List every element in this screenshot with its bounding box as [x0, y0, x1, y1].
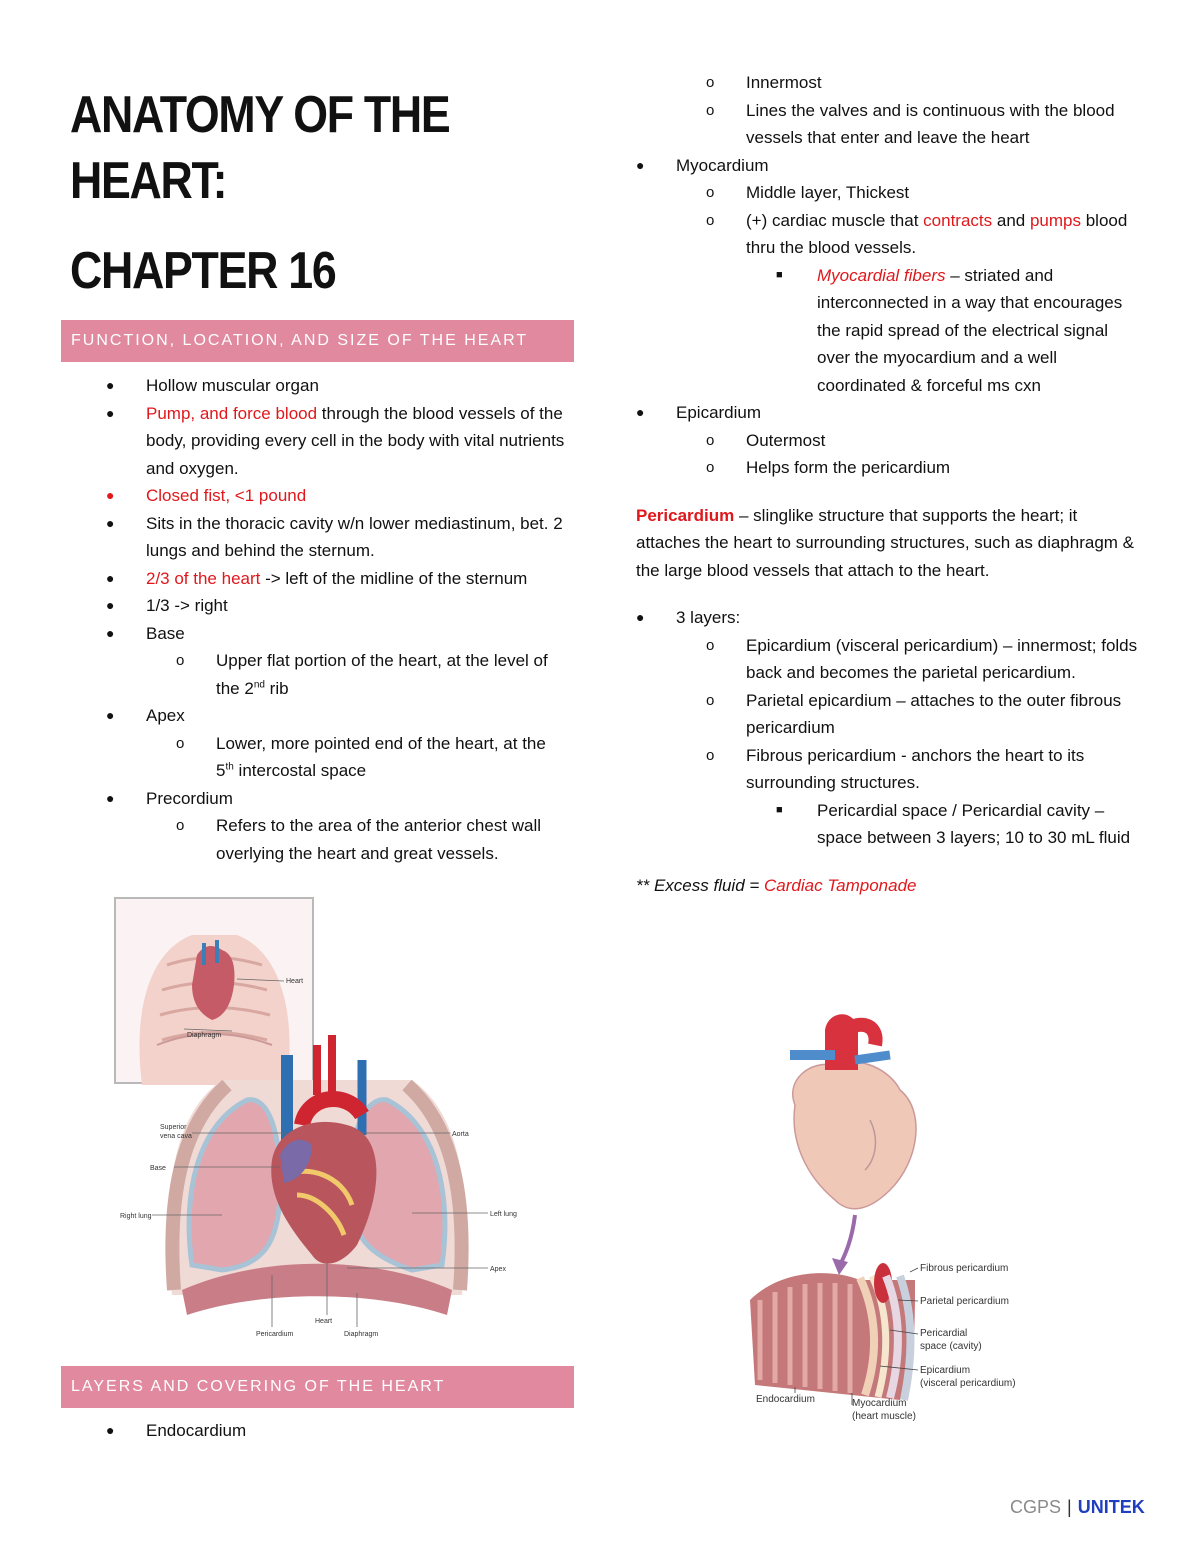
- inset-diaphragm-label: Diaphragm: [187, 1032, 222, 1039]
- list-subitem: o Middle layer, Thickest: [596, 179, 1141, 207]
- list-item: ● Base: [66, 620, 566, 648]
- circle-bullet-icon: o: [706, 184, 715, 201]
- list-item: ● Closed fist, <1 pound: [66, 482, 566, 510]
- square-bullet-icon: ■: [776, 268, 783, 281]
- bullet-icon: ●: [636, 404, 645, 420]
- bullet-icon: ●: [106, 487, 115, 503]
- right-lung-label: Right lung: [120, 1213, 152, 1220]
- diaphragm-label: Diaphragm: [344, 1331, 379, 1338]
- title-line-2: HEART:: [70, 152, 227, 210]
- myocardium-label-2: (heart muscle): [852, 1411, 916, 1422]
- list-item: ● 3 layers:: [596, 604, 1141, 632]
- circle-bullet-icon: o: [176, 652, 185, 669]
- list-subitem: o Epicardium (visceral pericardium) – innermost; folds back and becomes the parietal pericardium.: [596, 632, 1141, 687]
- bullet-icon: ●: [106, 597, 115, 613]
- apex-label: Apex: [490, 1266, 506, 1273]
- circle-bullet-icon: o: [176, 817, 185, 834]
- list-item: ● 2/3 of the heart -> left of the midline of the sternum: [66, 565, 566, 593]
- parietal-pericardium-label: Parietal pericardium: [920, 1296, 1009, 1307]
- bullet-icon: ●: [636, 156, 645, 173]
- list-subitem: o Outermost: [596, 427, 1141, 455]
- epicardium-label-1: Epicardium: [920, 1365, 971, 1376]
- footer-separator: |: [1067, 1497, 1072, 1517]
- circle-bullet-icon: o: [706, 691, 715, 709]
- list-subitem: o Fibrous pericardium - anchors the heart to its surrounding structures.: [596, 742, 1141, 797]
- svc-label-1: Superior: [160, 1124, 187, 1131]
- bullet-icon: ●: [106, 1422, 115, 1438]
- list-subitem: o Parietal epicardium – attaches to the outer fibrous pericardium: [596, 687, 1141, 742]
- bullet-icon: ●: [106, 789, 115, 806]
- list-subsubitem: ■ Pericardial space / Pericardial cavity – space between 3 layers; 10 to 30 mL fluid: [596, 797, 1141, 852]
- square-bullet-icon: ■: [776, 803, 783, 816]
- list-subitem: o Lower, more pointed end of the heart, at the 5th intercostal space: [66, 730, 566, 785]
- list-item: ● 1/3 -> right: [66, 592, 566, 620]
- svc-label-2: vena cava: [160, 1133, 192, 1140]
- bullet-icon: ●: [106, 707, 115, 723]
- list-item: ● Apex: [66, 702, 566, 730]
- list-subitem: o Lines the valves and is continuous with the blood vessels that enter and leave the heart: [596, 97, 1141, 152]
- list-subitem: o (+) cardiac muscle that contracts and pumps blood thru the blood vessels.: [596, 207, 1141, 262]
- list-item: ● Epicardium: [596, 399, 1141, 427]
- pericardium-label: Pericardium: [256, 1331, 294, 1338]
- left-lung-label: Left lung: [490, 1211, 517, 1218]
- pericardium-layers-figure: [740, 1000, 1050, 1430]
- footer-cgps: CGPS: [1010, 1497, 1062, 1517]
- list-subitem: o Helps form the pericardium: [596, 454, 1141, 482]
- inset-heart-label: Heart: [286, 978, 304, 985]
- title-line-3: CHAPTER 16: [70, 242, 336, 300]
- list-item: ● Endocardium: [66, 1417, 566, 1445]
- list-subitem: o Innermost: [596, 69, 1141, 97]
- circle-bullet-icon: o: [706, 746, 715, 764]
- circle-bullet-icon: o: [706, 431, 715, 449]
- circle-bullet-icon: o: [706, 211, 715, 229]
- section-heading-function: FUNCTION, LOCATION, AND SIZE OF THE HEART: [61, 320, 574, 362]
- base-label: Base: [150, 1165, 166, 1172]
- function-list: [66, 372, 566, 867]
- title-line-1: ANATOMY OF THE: [70, 86, 450, 144]
- footer-unitek: UNITEK: [1077, 1497, 1145, 1517]
- myocardium-label-1: Myocardium: [852, 1398, 907, 1409]
- list-subitem: o Upper flat portion of the heart, at the level of the 2nd rib: [66, 647, 566, 702]
- layers-list-continued: [596, 69, 1141, 899]
- pericardial-space-label-1: Pericardial: [920, 1328, 968, 1339]
- page-title: [70, 82, 449, 304]
- bullet-icon: ●: [636, 609, 645, 625]
- circle-bullet-icon: o: [706, 459, 715, 476]
- endocardium-label: Endocardium: [756, 1394, 815, 1405]
- aorta-label: Aorta: [452, 1131, 469, 1138]
- layers-list-start: [66, 1417, 566, 1445]
- bullet-icon: ●: [106, 624, 115, 641]
- list-subsubitem: ■ Myocardial fibers – striated and interconnected in a way that encourages the rapid spread of the electrical signal over the myocardium and a well coordinated & forceful ms cxn: [596, 262, 1141, 400]
- bullet-icon: ●: [106, 514, 115, 531]
- excess-fluid-note: ** Excess fluid = Cardiac Tamponade: [636, 875, 917, 895]
- circle-bullet-icon: o: [706, 101, 715, 119]
- bullet-icon: ●: [106, 569, 115, 586]
- fibrous-pericardium-label: Fibrous pericardium: [920, 1263, 1009, 1274]
- list-item: ● Hollow muscular organ: [66, 372, 566, 400]
- bullet-icon: ●: [106, 377, 115, 393]
- list-item: ● Sits in the thoracic cavity w/n lower mediastinum, bet. 2 lungs and behind the sternum.: [66, 510, 566, 565]
- list-item: ● Myocardium: [596, 152, 1141, 180]
- bullet-icon: ●: [106, 404, 115, 421]
- pericardium-definition: Pericardium – slinglike structure that supports the heart; it attaches the heart to surrounding structures, such as diaphragm & the large blood vessels that attach to the heart.: [636, 505, 1134, 580]
- list-item: ● Pump, and force blood through the blood vessels of the body, providing every cell in the body with vital nutrients and oxygen.: [66, 400, 566, 483]
- circle-bullet-icon: o: [706, 74, 715, 91]
- pericardial-space-label-2: space (cavity): [920, 1341, 982, 1352]
- thoracic-heart-figure: [112, 895, 522, 1345]
- circle-bullet-icon: o: [706, 636, 715, 654]
- heart-label: Heart: [315, 1318, 333, 1325]
- list-item: ● Precordium: [66, 785, 566, 813]
- list-subitem: o Refers to the area of the anterior chest wall overlying the heart and great vessels.: [66, 812, 566, 867]
- epicardium-label-2: (visceral pericardium): [920, 1378, 1016, 1389]
- section-heading-layers: LAYERS AND COVERING OF THE HEART: [61, 1366, 574, 1408]
- circle-bullet-icon: o: [176, 734, 185, 752]
- footer-brand: [1010, 1494, 1145, 1522]
